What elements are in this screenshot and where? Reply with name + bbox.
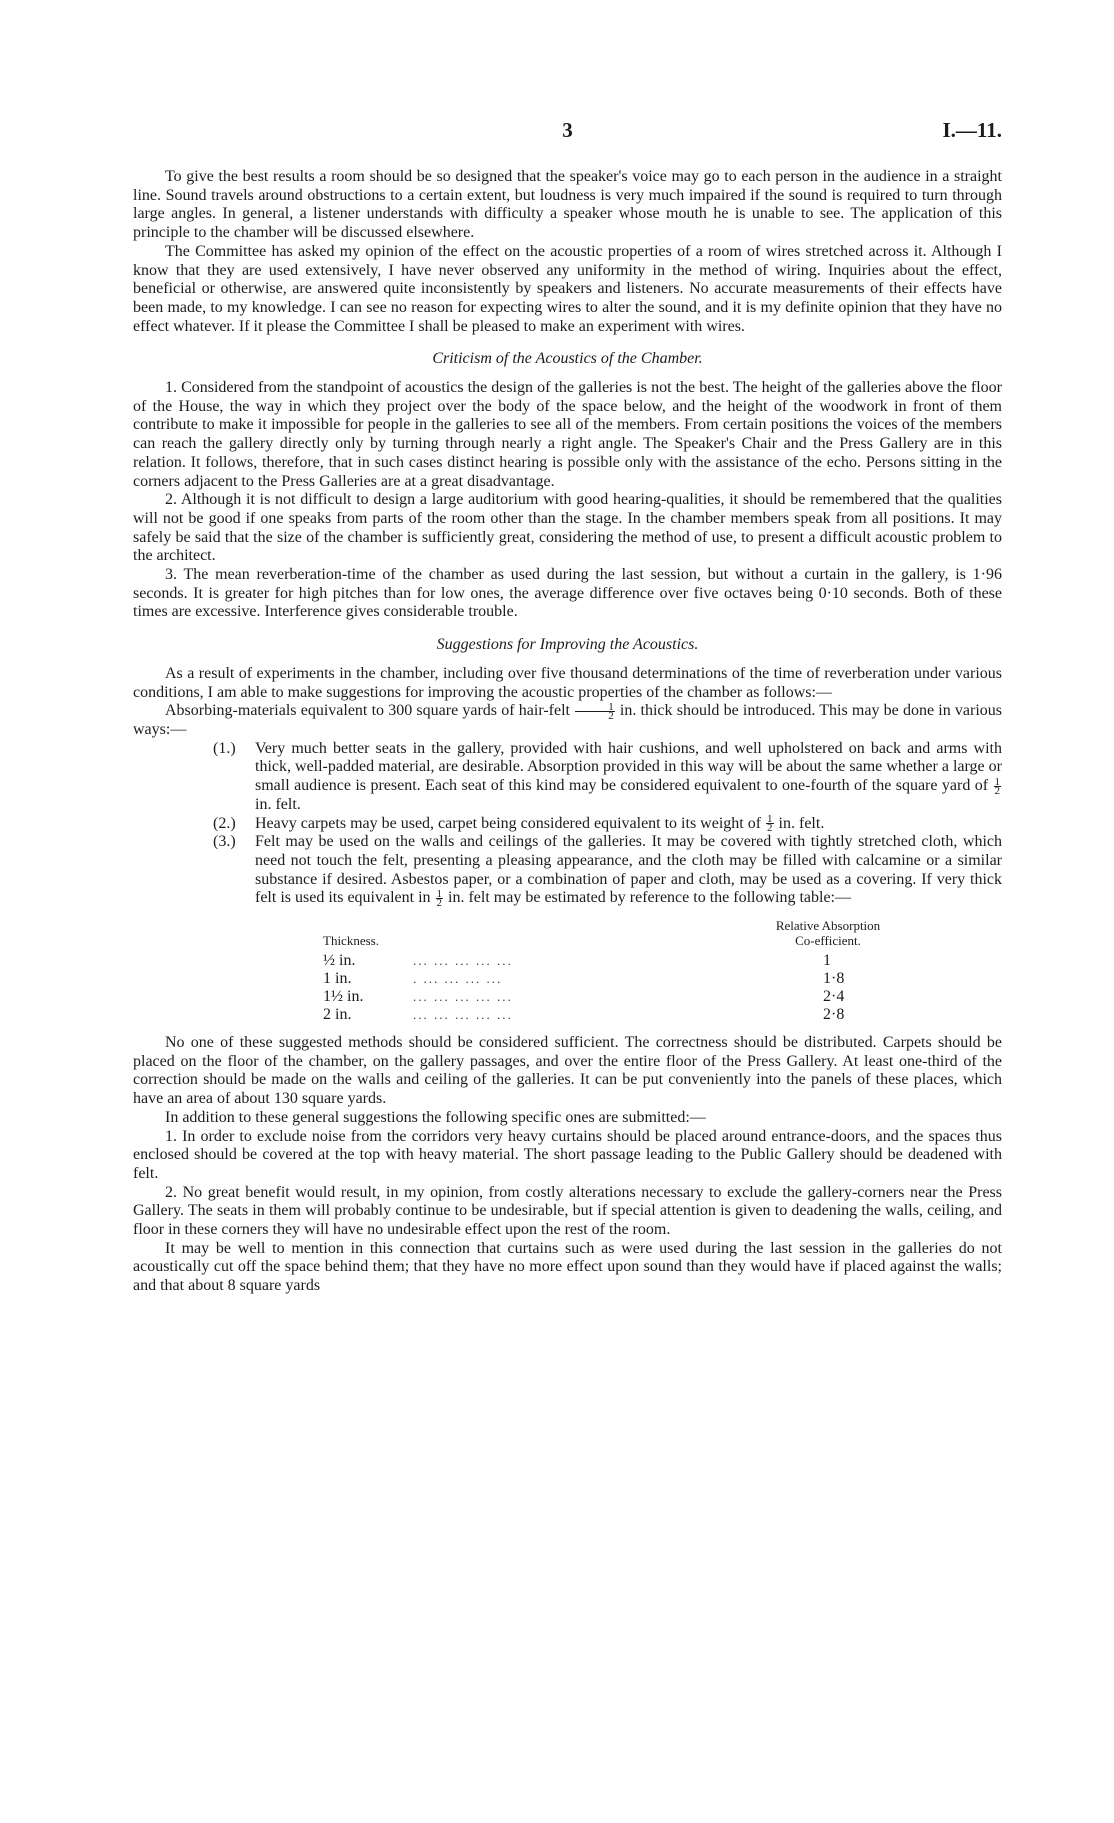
list-item-text xyxy=(255,833,1002,908)
table-cell-value: 2·4 xyxy=(823,988,845,1006)
table-row xyxy=(323,970,883,988)
table-cell-thickness: 1½ in. xyxy=(323,988,364,1006)
fraction-numerator: 1 xyxy=(767,813,773,826)
table-cell-thickness: 1 in. xyxy=(323,970,352,988)
paragraph: As a result of experiments in the chamber, including over five thousand determinations of the time of reverberation under various conditions, I am able to make suggestions for improving the acoustic properties of the chamber as follows:— xyxy=(133,664,1002,701)
leader-dots: . ... ... ... ... xyxy=(413,971,503,987)
fraction-denominator: 2 xyxy=(608,710,614,723)
text-run: Felt may be used on the walls and ceilings of the galleries. It may be covered with tightly stretched cloth, which need not touch the felt, presenting a pleasing appearance, and the cloth may be filled with calcamine or a similar substance if desired. Asbestos paper, or a combination of paper and cloth, may be used as a covering. If very thick felt is used its equivalent in xyxy=(255,833,1002,907)
paragraph xyxy=(133,702,1002,739)
paragraph: 2. No great benefit would result, in my opinion, from costly alterations necessary to exclude the gallery-corners near the Press Gallery. The seats in them will probably continue to be undesirable, but if special attention is given to deadening the walls, ceiling, and floor in these corners they will have no undesirable effect upon the rest of the room. xyxy=(133,1183,1002,1239)
fraction-numerator: 1 xyxy=(994,775,1001,788)
table-cell-thickness: ½ in. xyxy=(323,952,356,970)
column-header-line: Co-efficient. xyxy=(795,933,861,949)
text-run: Absorbing-materials equivalent to 300 square yards of hair-felt xyxy=(165,702,570,720)
leader-dots: ... ... ... ... ... xyxy=(413,1007,513,1023)
text-run: Very much better seats in the gallery, provided with hair cushions, and well upholstered on back and arms with thick, well-padded material, are desirable. Absorption provided in this way will be about the same whether a large or small audience is present. Each seat of this kind may be considered equivalent to one-fourth of the square yard of xyxy=(255,739,1002,795)
fraction-numerator: 1 xyxy=(575,703,615,712)
text-run: Heavy carpets may be used, carpet being considered equivalent to its weight of xyxy=(255,814,762,832)
table-cell-value: 1·8 xyxy=(823,970,845,988)
paragraph: In addition to these general suggestions the following specific ones are submitted:— xyxy=(165,1108,706,1126)
list-item-number: (3.) xyxy=(213,833,236,851)
paragraph: 3. The mean reverberation-time of the chamber as used during the last session, but without a curtain in the gallery, is 1·96 seconds. It is greater for high pitches than for low ones, the average difference over five octaves being 0·10 seconds. Both of these times are excessive. Interference gives considerable trouble. xyxy=(133,566,1002,621)
paragraph: No one of these suggested methods should be considered sufficient. The correctness should be distributed. Carpets should be placed on the floor of the chamber, on the gallery passages, and over the entire floor of the Press Gallery. At least one-third of the correction should be made on the walls and ceiling of the galleries. It can be put conveniently into the panels of these places, which have an area of about 130 square yards. xyxy=(133,1034,1002,1108)
paragraph: 1. Considered from the standpoint of acoustics the design of the galleries is not the best. The height of the galleries above the floor of the House, the way in which they project over the body of the space below, and the height of the woodwork in front of them contribute to make it impossible for people in the galleries to see all of the members. From certain positions the voices of the members can reach the gallery directly only by turning through nearly a right angle. The Speaker's Chair and the Press Gallery are in this relation. It follows, therefore, that in such cases distinct hearing is possible only with the assistance of the echo. Persons sitting in the corners adjacent to the Press Galleries are at a great disadvantage. xyxy=(133,379,1002,490)
column-header-line: Relative Absorption xyxy=(775,918,881,934)
fraction-denominator: 2 xyxy=(994,784,1001,797)
table-cell-thickness: 2 in. xyxy=(323,1006,352,1024)
paragraph: To give the best results a room should be so designed that the speaker's voice may go to each person in the audience in a straight line. Sound travels around obstructions to a certain extent, but loudness is very much impaired if the sound is required to turn through large angles. In general, a listener understands with difficulty a speaker whose mouth he is unable to see. The application of this principle to the chamber will be discussed elsewhere. xyxy=(133,168,1002,242)
table-cell-value: 2·8 xyxy=(823,1006,845,1024)
list-item-text xyxy=(255,740,1002,815)
leader-dots: ... ... ... ... ... xyxy=(413,989,513,1005)
text-run: in. felt. xyxy=(778,814,825,832)
list-item xyxy=(213,833,1002,908)
table-row xyxy=(323,1006,883,1024)
page-number: 3 xyxy=(562,118,573,142)
fraction-denominator: 2 xyxy=(767,822,773,835)
fraction-numerator: 1 xyxy=(436,888,443,901)
list-item-number: (1.) xyxy=(213,739,236,757)
table-header xyxy=(323,918,883,948)
fraction xyxy=(575,701,615,723)
fraction xyxy=(766,813,774,835)
table-cell-value: 1 xyxy=(823,952,831,970)
list-item xyxy=(213,740,1002,815)
absorption-table xyxy=(323,918,883,1024)
paragraph: It may be well to mention in this connection that curtains such as were used during the last session in the galleries do not acoustically cut off the space behind them; that they have no more effect upon sound than they would have if placed against the walls; and that about 8 square yards xyxy=(133,1239,1002,1295)
document-body xyxy=(133,168,1002,1296)
column-header-coefficient xyxy=(743,918,913,948)
fraction-denominator: 2 xyxy=(436,897,443,910)
list-item-text xyxy=(255,815,1002,834)
fraction xyxy=(994,775,1002,797)
table-row xyxy=(323,952,883,970)
list-item xyxy=(213,815,1002,834)
page-header xyxy=(133,118,1002,148)
list-item-number: (2.) xyxy=(213,814,236,832)
paragraph: 1. In order to exclude noise from the corridors very heavy curtains should be placed around entrance-doors, and the spaces thus enclosed should be covered at the top with heavy material. The short passage leading to the Public Gallery should be deadened with felt. xyxy=(133,1127,1002,1182)
section-heading: Criticism of the Acoustics of the Chamber. xyxy=(432,350,703,368)
section-heading: Suggestions for Improving the Acoustics. xyxy=(436,636,699,654)
text-run: in. thick should be introduced. This may be done in various ways:— xyxy=(133,702,1002,738)
text-run: in. felt. xyxy=(255,795,301,813)
paragraph: The Committee has asked my opinion of the effect on the acoustic properties of a room of wires stretched across it. Although I know that they are used extensively, I have never observed any uniformity in the method of wiring. Inquiries about the effect, beneficial or otherwise, are answered quite inconsistently by speakers and listeners. No accurate measurements of their effects have been made, to my knowledge. I can see no reason for expecting wires to alter the sound, and it is my definite opinion that they have no effect whatever. If it please the Committee I shall be pleased to make an experiment with wires. xyxy=(133,242,1002,335)
document-reference: I.—11. xyxy=(942,118,1002,142)
text-run: in. felt may be estimated by reference to the following table:— xyxy=(448,889,851,907)
column-header-thickness: Thickness. xyxy=(323,933,379,949)
table-row xyxy=(323,988,883,1006)
fraction xyxy=(436,888,444,910)
leader-dots: ... ... ... ... ... xyxy=(413,953,513,969)
paragraph: 2. Although it is not difficult to design a large auditorium with good hearing-qualities, it should be remembered that the qualities will not be good if one speaks from parts of the room other than the stage. In the chamber members speak from all positions. It may safely be said that the size of the chamber is sufficiently great, considering the method of use, to present a difficult acoustic problem to the architect. xyxy=(133,491,1002,565)
